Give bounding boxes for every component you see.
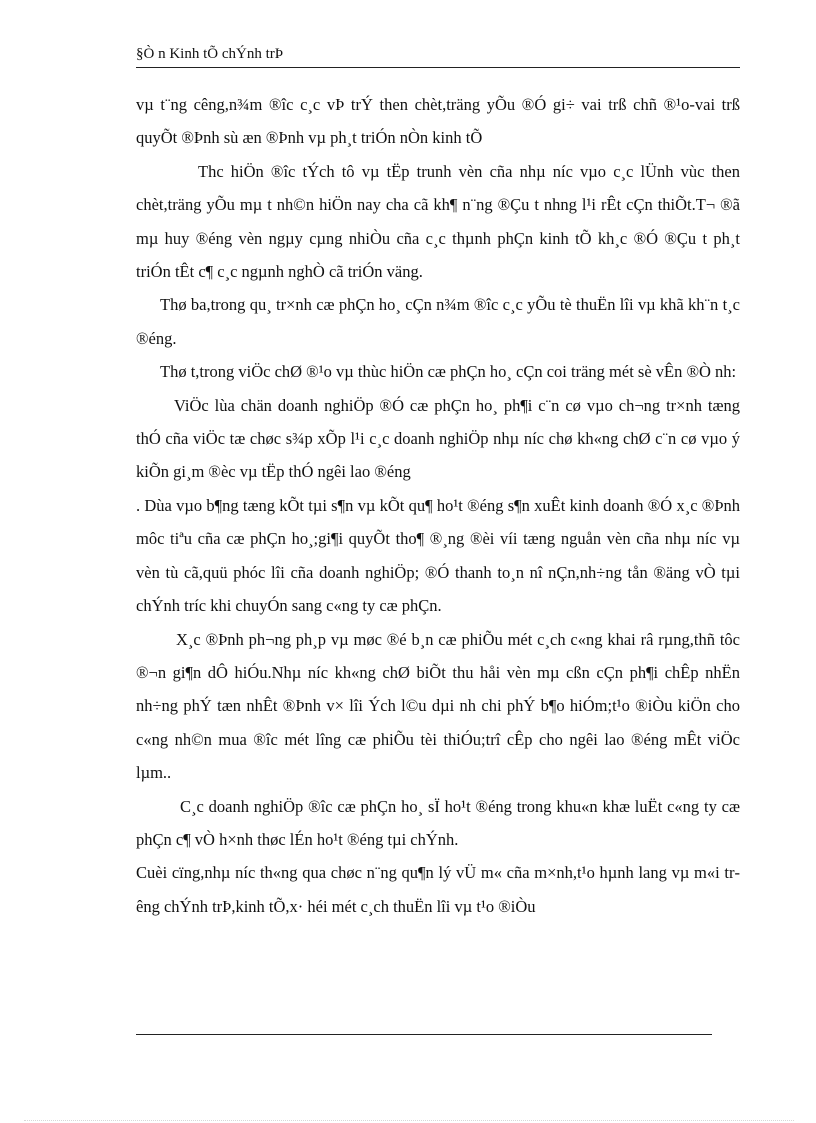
footer-divider [136, 1034, 712, 1035]
paragraph-9: Cuèi cïng,nhµ níc th«ng qua chøc n¨ng qu¶n lý vÜ m« cña m×nh,t¹o hµnh lang vµ m«i trêng chÝnh trÞ,kinh tÕ,x· héi mét c¸ch thuËn lîi vµ t¹o ®iÒu [136, 863, 740, 916]
paragraph-7: X¸c ®Þnh ph¬ng ph¸p vµ møc ®é b¸n cæ phiÕu mét c¸ch c«ng khai râ rµng,thñ tôc ®¬n gi¶n dÔ hiÓu.Nhµ níc kh«ng chØ biÕt thu håi vèn mµ cßn cÇn ph¶i chÊp nhËn nh÷ng phÝ tæn nhÊt ®Þnh v× lîi Ých l©u dµi nh chi phÝ b¶o hiÓm;t¹o ®iÒu kiÖn cho c«ng nh©n mua ®îc mét lîng cæ phiÕu tèi thiÓu;trî cÊp cho ngêi lao ®éng mÊt viÖc lµm.. [136, 629, 740, 783]
page-edge-dotted-line [24, 1120, 794, 1121]
paragraph-1: vµ t¨ng cêng,n¾m ®îc c¸c vÞ trÝ then chèt,träng yÕu ®Ó gi÷ vai trß chñ ®¹o-vai trß quyÕt ®Þnh sù æn ®Þnh vµ ph¸t triÓn nÒn kinh tÕ [136, 95, 740, 148]
paragraph-3: Thø ba,trong qu¸ tr×nh cæ phÇn ho¸ cÇn n¾m ®îc c¸c yÕu tè thuËn lîi vµ khã kh¨n t¸c ®éng. [136, 295, 740, 348]
paragraph-5: ViÖc lùa chän doanh nghiÖp ®Ó cæ phÇn ho¸ ph¶i c¨n cø vµo ch¬ng tr×nh tæng thÓ cña viÖc tæ chøc s¾p xÕp l¹i c¸c doanh nghiÖp nhµ níc chø kh«ng chØ c¨n cø vµo ý kiÕn gi¸m ®èc vµ tËp thÓ ngêi lao ®éng [136, 395, 740, 482]
paragraph-8: C¸c doanh nghiÖp ®îc cæ phÇn ho¸ sÏ ho¹t ®éng trong khu«n khæ luËt c«ng ty cæ phÇn c¶ vÒ h×nh thøc lÉn ho¹t ®éng tµi chÝnh. [136, 796, 740, 849]
paragraph-6: . Dùa vµo b¶ng tæng kÕt tµi s¶n vµ kÕt qu¶ ho¹t ®éng s¶n xuÊt kinh doanh ®Ó x¸c ®Þnh môc tiªu cña cæ phÇn ho¸;gi¶i quyÕt tho¶ ®¸ng ®èi víi tæng nguån vèn cña nhµ níc vµ vèn tù cã,quü phóc lîi cña doanh nghiÖp; ®Ó thanh to¸n nî nÇn,nh÷ng tån ®äng vÒ tµi chÝnh tríc khi chuyÓn sang c«ng ty cæ phÇn. [136, 495, 740, 616]
paragraph-4: Thø t,trong viÖc chØ ®¹o vµ thùc hiÖn cæ phÇn ho¸ cÇn coi träng mét sè vÊn ®Ò nh: [160, 362, 737, 382]
paragraph-2: Thc hiÖn ®îc tÝch tô vµ tËp trunh vèn cña nhµ níc vµo c¸c lÜnh vùc then chèt,träng yÕu mµ t nh©n hiÖn nay cha cã kh¶ n¨ng ®Çu t nhng l¹i rÊt cÇn thiÕt.T¬ ®ã mµ huy ®éng vèn ngµy cµng nhiÒu cña c¸c thµnh phÇn kinh tÕ kh¸c ®Ó ®Çu t ph¸t triÓn tÊt c¶ c¸c ngµnh nghÒ cã triÓn väng. [136, 161, 740, 282]
document-body [136, 88, 740, 923]
header-divider [136, 67, 740, 68]
page-header-title: §Ò n Kinh tÕ chÝnh trÞ [136, 46, 284, 62]
